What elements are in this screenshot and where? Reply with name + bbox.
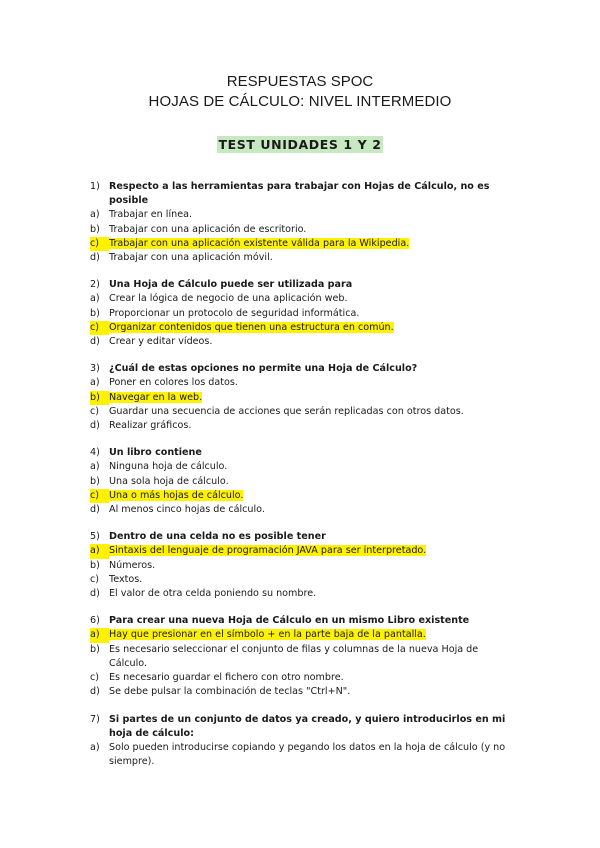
option-letter: a) bbox=[90, 628, 109, 642]
option-letter: b) bbox=[90, 559, 100, 571]
option-letter: d) bbox=[90, 686, 100, 698]
question-list bbox=[90, 180, 515, 782]
option-text: Es necesario guardar el fichero con otro nombre. bbox=[109, 672, 344, 684]
option-letter: d) bbox=[90, 504, 100, 516]
option-letter: b) bbox=[90, 643, 100, 655]
option-letter: c) bbox=[90, 237, 109, 251]
option-text: Crear y editar vídeos. bbox=[109, 336, 213, 348]
option-text: Proporcionar un protocolo de seguridad informática. bbox=[109, 307, 360, 319]
correct-answer: Sintaxis del lenguaje de programación JAVA para ser interpretado. bbox=[109, 545, 427, 557]
question-number: 7) bbox=[90, 713, 100, 725]
option-text: Guardar una secuencia de acciones que serán replicadas con otros datos. bbox=[109, 405, 464, 417]
question-7 bbox=[90, 713, 515, 770]
option-text: Crear la lógica de negocio de una aplicación web. bbox=[109, 293, 348, 305]
option-text: Una sola hoja de cálculo. bbox=[109, 475, 229, 487]
question-number: 1) bbox=[90, 181, 100, 192]
option-text: Solo pueden introducirse copiando y pegando los datos en la hoja de cálculo (y no siempre). bbox=[109, 741, 506, 768]
option-letter: d) bbox=[90, 588, 100, 600]
question-text: Dentro de una celda no es posible tener bbox=[109, 531, 326, 543]
question-number: 6) bbox=[90, 615, 100, 627]
option-text: Realizar gráficos. bbox=[109, 420, 192, 432]
question-1 bbox=[90, 180, 515, 265]
correct-answer: Navegar en la web. bbox=[109, 391, 203, 403]
document-subtitle: HOJAS DE CÁLCULO: NIVEL INTERMEDIO bbox=[148, 93, 452, 110]
question-3 bbox=[90, 362, 515, 433]
option-letter: c) bbox=[90, 672, 100, 684]
question-text: Si partes de un conjunto de datos ya creado, y quiero introducirlos en mi hoja de cálculo: bbox=[109, 713, 506, 739]
test-heading bbox=[0, 134, 600, 153]
option-letter: c) bbox=[90, 573, 100, 585]
question-text: Un libro contiene bbox=[109, 447, 202, 459]
question-number: 3) bbox=[90, 363, 100, 375]
question-number: 5) bbox=[90, 531, 100, 543]
question-text: Respecto a las herramientas para trabajar con Hojas de Cálculo, no es posible bbox=[109, 181, 490, 207]
option-text: Textos. bbox=[109, 573, 143, 585]
option-text: Trabajar con una aplicación móvil. bbox=[109, 252, 273, 264]
option-letter: a) bbox=[90, 209, 100, 221]
question-5 bbox=[90, 530, 515, 601]
option-letter: d) bbox=[90, 252, 100, 264]
option-text: Trabajar con una aplicación de escritorio. bbox=[109, 223, 307, 235]
correct-answer: Trabajar con una aplicación existente válida para la Wikipedia. bbox=[109, 237, 410, 249]
option-letter: a) bbox=[90, 377, 100, 389]
document-title: RESPUESTAS SPOC bbox=[226, 73, 374, 90]
option-letter: b) bbox=[90, 475, 100, 487]
option-letter: d) bbox=[90, 420, 100, 432]
option-text: Se debe pulsar la combinación de teclas "Ctrl+N". bbox=[109, 686, 351, 698]
option-text: Es necesario seleccionar el conjunto de filas y columnas de la nueva Hoja de Cálculo. bbox=[109, 643, 479, 669]
question-4 bbox=[90, 446, 515, 517]
option-letter: c) bbox=[90, 489, 109, 503]
question-number: 4) bbox=[90, 447, 100, 459]
question-text: Una Hoja de Cálculo puede ser utilizada para bbox=[109, 279, 353, 291]
option-text: El valor de otra celda poniendo su nombre. bbox=[109, 588, 317, 600]
option-letter: c) bbox=[90, 321, 109, 335]
question-number: 2) bbox=[90, 279, 100, 291]
test-heading-label: TEST UNIDADES 1 Y 2 bbox=[218, 137, 382, 152]
option-letter: d) bbox=[90, 336, 100, 348]
option-letter: a) bbox=[90, 741, 100, 753]
correct-answer: Hay que presionar en el símbolo + en la parte baja de la pantalla. bbox=[109, 629, 426, 641]
option-letter: b) bbox=[90, 307, 100, 319]
question-text: Para crear una nueva Hoja de Cálculo en un mismo Libro existente bbox=[109, 615, 470, 627]
option-text: Poner en colores los datos. bbox=[109, 377, 238, 389]
option-text: Ninguna hoja de cálculo. bbox=[109, 461, 228, 473]
question-2 bbox=[90, 278, 515, 349]
option-text: Números. bbox=[109, 559, 156, 571]
option-letter: a) bbox=[90, 544, 109, 558]
option-text: Al menos cinco hojas de cálculo. bbox=[109, 504, 265, 516]
option-letter: a) bbox=[90, 461, 100, 473]
option-letter: a) bbox=[90, 293, 100, 305]
option-letter: b) bbox=[90, 391, 109, 405]
correct-answer: Una o más hojas de cálculo. bbox=[109, 489, 244, 501]
question-text: ¿Cuál de estas opciones no permite una Hoja de Cálculo? bbox=[109, 363, 418, 375]
correct-answer: Organizar contenidos que tienen una estructura en común. bbox=[109, 321, 394, 333]
question-6 bbox=[90, 614, 515, 699]
option-letter: c) bbox=[90, 405, 100, 417]
option-text: Trabajar en línea. bbox=[109, 209, 193, 221]
option-letter: b) bbox=[90, 223, 100, 235]
